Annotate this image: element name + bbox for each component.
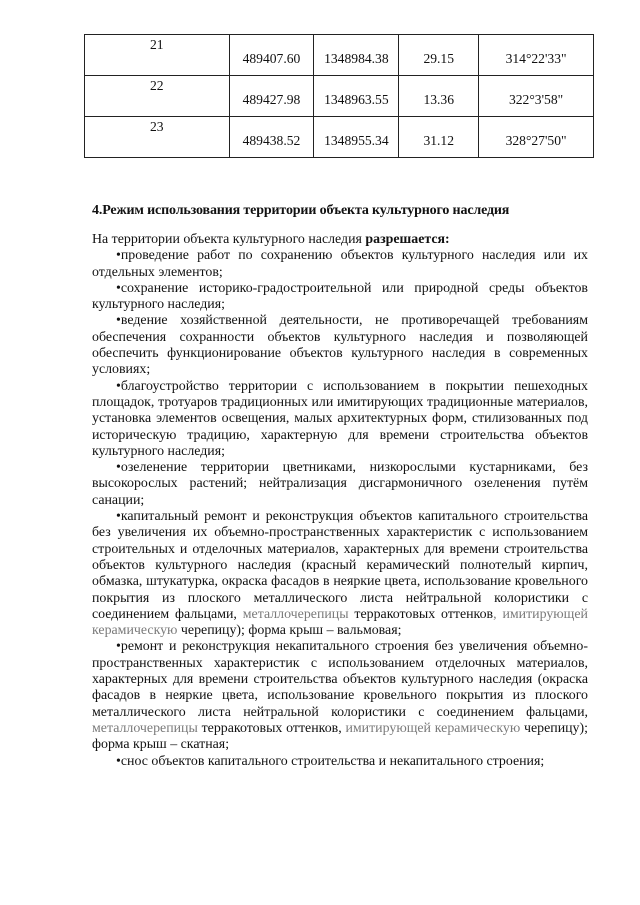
list-item: •снос объектов капитального строительства и некапитального строения; xyxy=(116,753,545,769)
bullet-icon: • xyxy=(116,313,121,329)
section-body xyxy=(92,232,588,770)
bullet-icon: • xyxy=(116,509,121,525)
list-item: •ремонт и реконструкция некапитального строения без увеличения объемно-пространственных характеристик с использованием отделочных материалов, характерных для времени строительства объектов культурного наследия (окраска фасадов в неяркие цвета, использование кровельного покрытия из плоского металлического листа нейтральной колористики с соединением фальцами, металлочерепицы терракотовых оттенков, имитирующей керамическую черепицу); форма крыш – скатная; xyxy=(92,639,588,753)
bullet-icon: • xyxy=(116,639,121,655)
coord-y: 1348984.38 xyxy=(314,35,399,76)
list-item: •озеленение территории цветниками, низкорослыми кустарниками, без высокорослых растений; нейтрализация дисгармоничного озеленения путём санации; xyxy=(92,460,588,508)
bullet-icon: • xyxy=(116,753,121,769)
intro-bold: разрешается: xyxy=(365,232,450,247)
intro-paragraph: На территории объекта культурного наследия разрешается: xyxy=(92,232,450,247)
bullet-icon: • xyxy=(116,280,121,296)
section-heading: 4.Режим использования территории объекта культурного наследия xyxy=(92,203,510,218)
list-item: •ведение хозяйственной деятельности, не противоречащей требованиям обеспечения сохранности объектов культурного наследия и позволяющей обеспечить функционирование объектов культурного наследия в современных условиях; xyxy=(92,313,588,378)
distance: 31.12 xyxy=(399,117,479,158)
distance: 29.15 xyxy=(399,35,479,76)
bullet-icon: • xyxy=(116,378,121,394)
table-row xyxy=(85,76,594,117)
distance: 13.36 xyxy=(399,76,479,117)
point-number: 21 xyxy=(85,35,230,76)
bullet-icon: • xyxy=(116,460,121,476)
azimuth: 314°22'33" xyxy=(479,35,594,76)
point-number: 22 xyxy=(85,76,230,117)
point-number: 23 xyxy=(85,117,230,158)
azimuth: 322°3'58" xyxy=(479,76,594,117)
table-row xyxy=(85,35,594,76)
list-item: •проведение работ по сохранению объектов культурного наследия или их отдельных элементов; xyxy=(92,248,588,280)
bullet-icon: • xyxy=(116,248,121,264)
coord-x: 489438.52 xyxy=(229,117,314,158)
coord-x: 489407.60 xyxy=(229,35,314,76)
list-item: •благоустройство территории с использованием в покрытии пешеходных площадок, тротуаров традиционных или имитирующих традиционные материалов, установка элементов освещения, малых архитектурных форм, стилизованных под историческую традицию, характерную для времени строительства объектов культурного наследия; xyxy=(92,378,588,459)
list-item: •сохранение историко-градостроительной или природной среды объектов культурного наследия; xyxy=(92,280,588,313)
coord-y: 1348955.34 xyxy=(314,117,399,158)
azimuth: 328°27'50" xyxy=(479,117,594,158)
table-row xyxy=(85,117,594,158)
coord-x: 489427.98 xyxy=(229,76,314,117)
coord-y: 1348963.55 xyxy=(314,76,399,117)
list-item: •капитальный ремонт и реконструкция объектов капитального строительства без увеличения их объемно-пространственных характеристик с использованием строительных и отделочных материалов, характерных для времени строительства объектов культурного наследия (красный керамический полнотелый кирпич, обмазка, штукатурка, окраска фасадов в неяркие цвета, использование кровельного покрытия из плоского металлического листа нейтральной колористики с соединением фальцами, металлочерепицы терракотовых оттенков, имитирующей керамическую черепицу); форма крыш – вальмовая; xyxy=(92,509,588,639)
coordinates-table xyxy=(84,34,594,158)
